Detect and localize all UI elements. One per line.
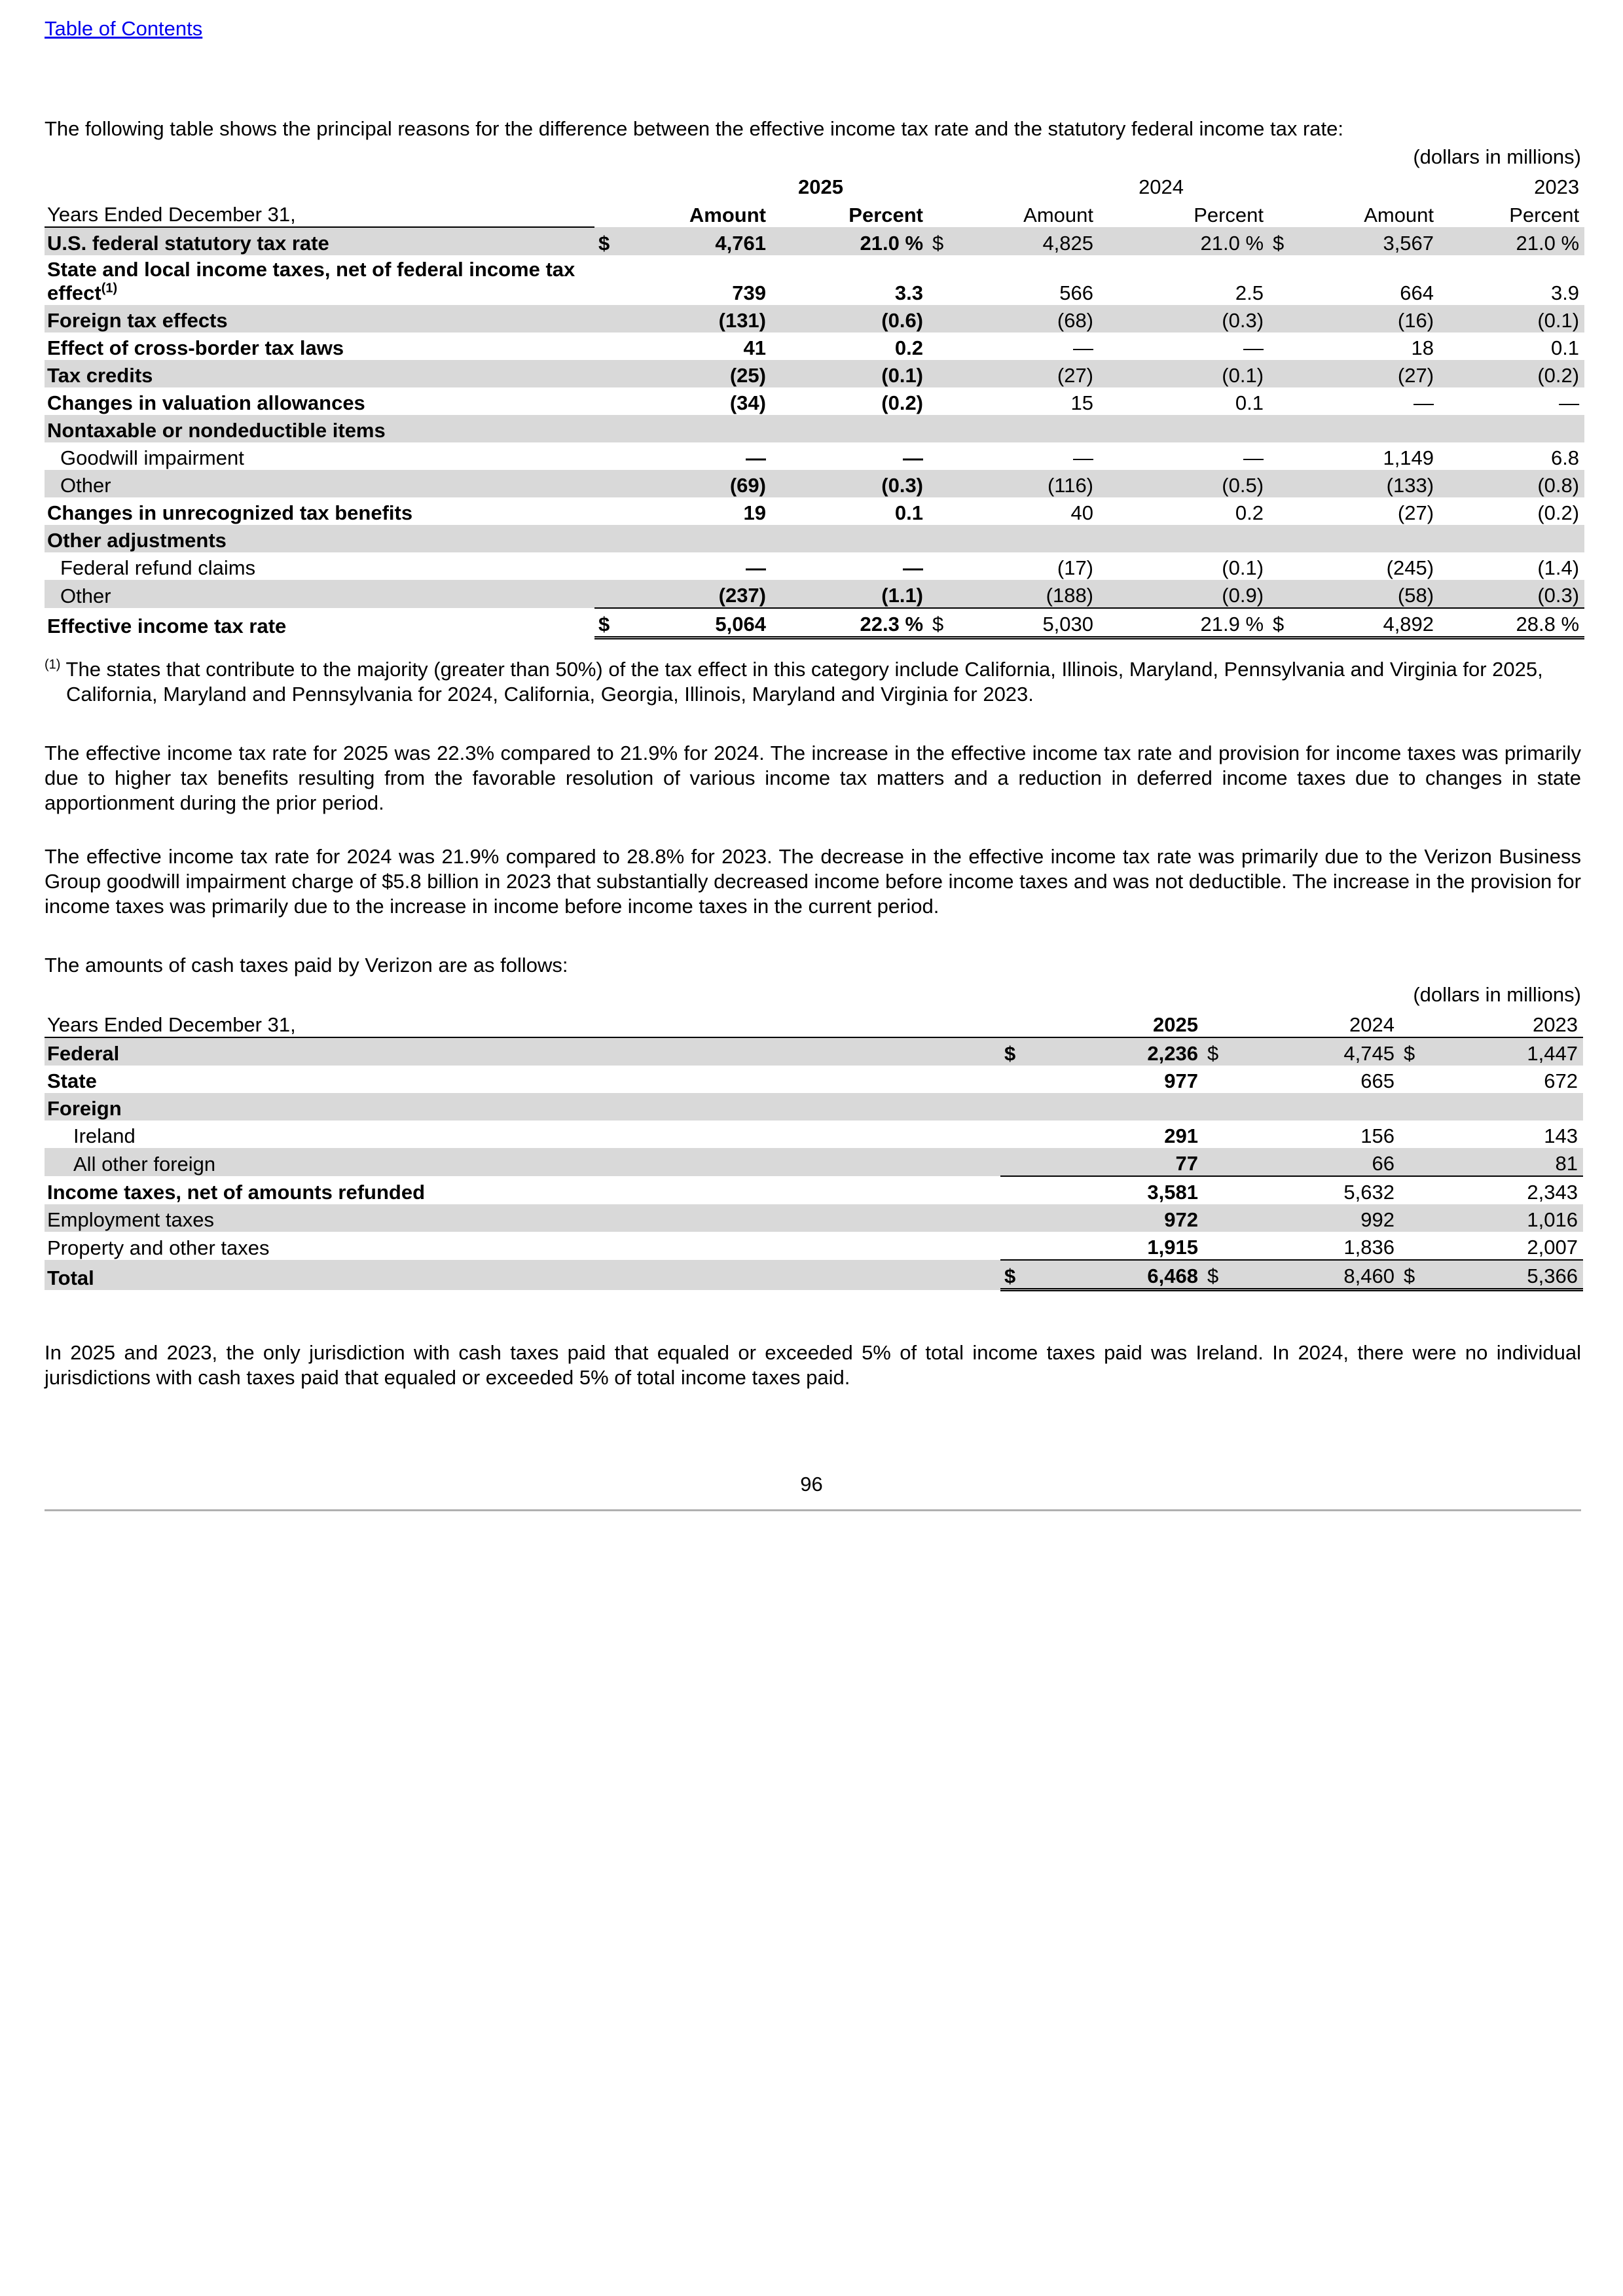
cash-taxes-intro: The amounts of cash taxes paid by Verizon are as follows:	[45, 954, 568, 977]
table-row: Other (237) (1.1) (188) (0.9) (58) (0.3)	[45, 580, 1584, 608]
closing-paragraph: In 2025 and 2023, the only jurisdiction with cash taxes paid that equaled or exceeded 5% of total income taxes paid was Ireland. In 2024, there were no individual jurisdictions with cash taxes paid that equaled or exceeded 5% of total income taxes paid.	[45, 1341, 1581, 1389]
year-2025-header: 2025	[1040, 1009, 1203, 1037]
page-divider	[45, 1509, 1581, 1511]
table-row: Property and other taxes 1,915 1,836 2,007	[47, 1236, 1578, 1259]
col-amount-2023: Amount	[1364, 204, 1434, 226]
table-row: State and local income taxes, net of federal income tax effect$^{(1)}$ 739 3.3 566 2.5 664 3.9	[47, 258, 1580, 304]
rate-table-units: (dollars in millions)	[1413, 145, 1581, 168]
col-percent-2024: Percent	[1194, 204, 1264, 226]
tax-rate-reconciliation-table	[45, 171, 1584, 639]
table-row: Other (69) (0.3) (116) (0.5) (133) (0.8)	[45, 470, 1584, 497]
table-row: Ireland 291 156 143	[73, 1124, 1578, 1147]
table-row: Foreign tax effects (131) (0.6) (68) (0.3) (16) (0.1)	[45, 305, 1584, 332]
column-header-row	[45, 199, 1584, 227]
col-percent-2025: Percent	[848, 204, 924, 226]
col-amount-2025: Amount	[689, 204, 766, 226]
table-of-contents-link[interactable]: Table of Contents	[45, 17, 203, 40]
row-header: Years Ended December 31,	[45, 1009, 1000, 1037]
table-row: Tax credits (25) (0.1) (27) (0.1) (27) (0.2)	[45, 360, 1584, 387]
table-row: All other foreign 77 66 81	[45, 1148, 1583, 1176]
footnote	[45, 657, 1583, 707]
section-header-row: Other adjustments	[45, 525, 1584, 552]
table-row: Goodwill impairment — — — — 1,149 6.8	[60, 446, 1580, 469]
col-percent-2023: Percent	[1509, 204, 1580, 226]
table-row: Effect of cross-border tax laws 41 0.2 — — 18 0.1	[47, 336, 1580, 359]
table-row: State 977 665 672	[47, 1069, 1578, 1092]
table-row: Changes in unrecognized tax benefits 19 0.1 40 0.2 (27) (0.2)	[47, 501, 1580, 524]
year-2023-header: 2023	[1439, 1009, 1583, 1037]
cash-taxes-table	[45, 1009, 1583, 1291]
table-row: Changes in valuation allowances (34) (0.2) 15 0.1 — —	[47, 391, 1580, 414]
paragraph-2025-rate: The effective income tax rate for 2025 was 22.3% compared to 21.9% for 2024. The increase in the effective income tax rate and provision for income taxes was primarily due to higher tax benefits resulting from the favorable resolution of various income tax matters and a reduction in deferred income taxes due to changes in state apportionment during the prior period.	[45, 742, 1581, 814]
year-2023-header: 2023	[1534, 175, 1580, 198]
table-row: Employment taxes 972 992 1,016	[45, 1204, 1583, 1232]
footnote-marker: (1)	[101, 281, 118, 296]
row-header: Years Ended December 31,	[45, 199, 594, 227]
cash-table-units: (dollars in millions)	[1413, 983, 1581, 1006]
total-row: Total $ 6,468 $ 8,460 $ 5,366	[45, 1260, 1583, 1290]
table-row: Federal $ 2,236 $ 4,745 $ 1,447	[45, 1037, 1583, 1066]
year-header-row	[45, 171, 1584, 199]
subtotal-row: Income taxes, net of amounts refunded 3,581 5,632 2,343	[45, 1176, 1583, 1204]
year-2024-header: 2024	[1243, 1009, 1400, 1037]
intro-paragraph: The following table shows the principal reasons for the difference between the effective income tax rate and the statutory federal income tax rate:	[45, 117, 1343, 140]
page-number: 96	[800, 1473, 823, 1496]
section-header-row: Nontaxable or nondeductible items	[45, 415, 1584, 442]
column-header-row	[45, 1009, 1583, 1037]
footnote-text: The states that contribute to the majority (greater than 50%) of the tax effect in this category include California, Illinois, Maryland, Pennsylvania and Virginia for 2025, California, Maryland and Pennsylvania for 2024, California, Georgia, Illinois, Maryland and Virginia for 2023.	[65, 658, 1543, 706]
total-row: Effective income tax rate $ 5,064 22.3 % $ 5,030 21.9 % $ 4,892 28.8 %	[45, 608, 1584, 638]
footnote-marker: (1)	[45, 657, 61, 672]
col-amount-2024: Amount	[1023, 204, 1094, 226]
paragraph-2024-rate: The effective income tax rate for 2024 was 21.9% compared to 28.8% for 2023. The decrease in the effective income tax rate was primarily due to the Verizon Business Group goodwill impairment charge of $5.8 billion in 2023 that substantially decreased income before income taxes and was not deductible. The increase in the provision for income taxes was primarily due to the increase in income before income taxes in the current period.	[45, 845, 1581, 918]
table-row: U.S. federal statutory tax rate $ 4,761 21.0 % $ 4,825 21.0 % $ 3,567 21.0 %	[45, 227, 1584, 255]
table-row: Federal refund claims — — (17) (0.1) (245) (1.4)	[60, 556, 1580, 579]
year-2024-header: 2024	[1139, 175, 1184, 198]
section-header-row: Foreign	[45, 1093, 1583, 1121]
year-2025-header: 2025	[798, 175, 844, 198]
